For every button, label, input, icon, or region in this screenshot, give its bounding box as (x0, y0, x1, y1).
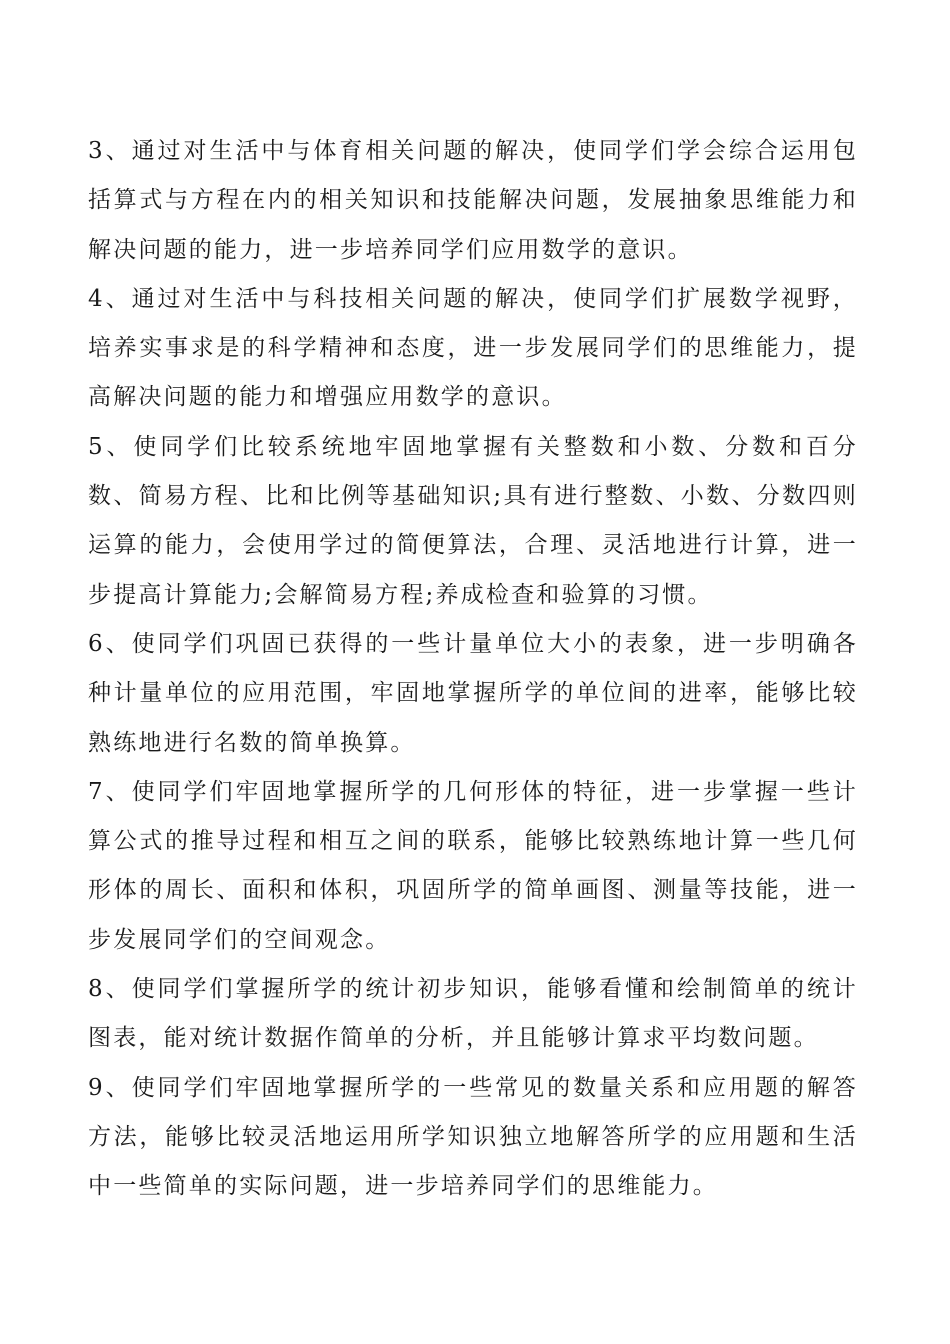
list-item-4: 4、通过对生活中与科技相关问题的解决，使同学们扩展数学视野，培养实事求是的科学精神和态度，进一步发展同学们的思维能力，提高解决问题的能力和增强应用数学的意识。 (88, 285, 858, 411)
list-item-5: 5、使同学们比较系统地牢固地掌握有关整数和小数、分数和百分数、简易方程、比和比例等基础知识;具有进行整数、小数、分数四则运算的能力，会使用学过的简便算法，合理、灵活地进行计算，进一步提高计算能力;会解简易方程;养成检查和验算的习惯。 (88, 433, 858, 608)
list-item-3: 3、通过对生活中与体育相关问题的解决，使同学们学会综合运用包括算式与方程在内的相关知识和技能解决问题，发展抽象思维能力和解决问题的能力，进一步培养同学们应用数学的意识。 (88, 138, 858, 263)
document-body (88, 127, 858, 1212)
list-item-8: 8、使同学们掌握所学的统计初步知识，能够看懂和绘制简单的统计图表，能对统计数据作简单的分析，并且能够计算求平均数问题。 (88, 976, 858, 1052)
list-item-9: 9、使同学们牢固地掌握所学的一些常见的数量关系和应用题的解答方法，能够比较灵活地运用所学知识独立地解答所学的应用题和生活中一些简单的实际问题，进一步培养同学们的思维能力。 (88, 1074, 858, 1200)
list-item-6: 6、使同学们巩固已获得的一些计量单位大小的表象，进一步明确各种计量单位的应用范围，牢固地掌握所学的单位间的进率，能够比较熟练地进行名数的简单换算。 (88, 630, 858, 756)
list-item-7: 7、使同学们牢固地掌握所学的几何形体的特征，进一步掌握一些计算公式的推导过程和相互之间的联系，能够比较熟练地计算一些几何形体的周长、面积和体积，巩固所学的简单画图、测量等技能，进一步发展同学们的空间观念。 (88, 778, 858, 953)
